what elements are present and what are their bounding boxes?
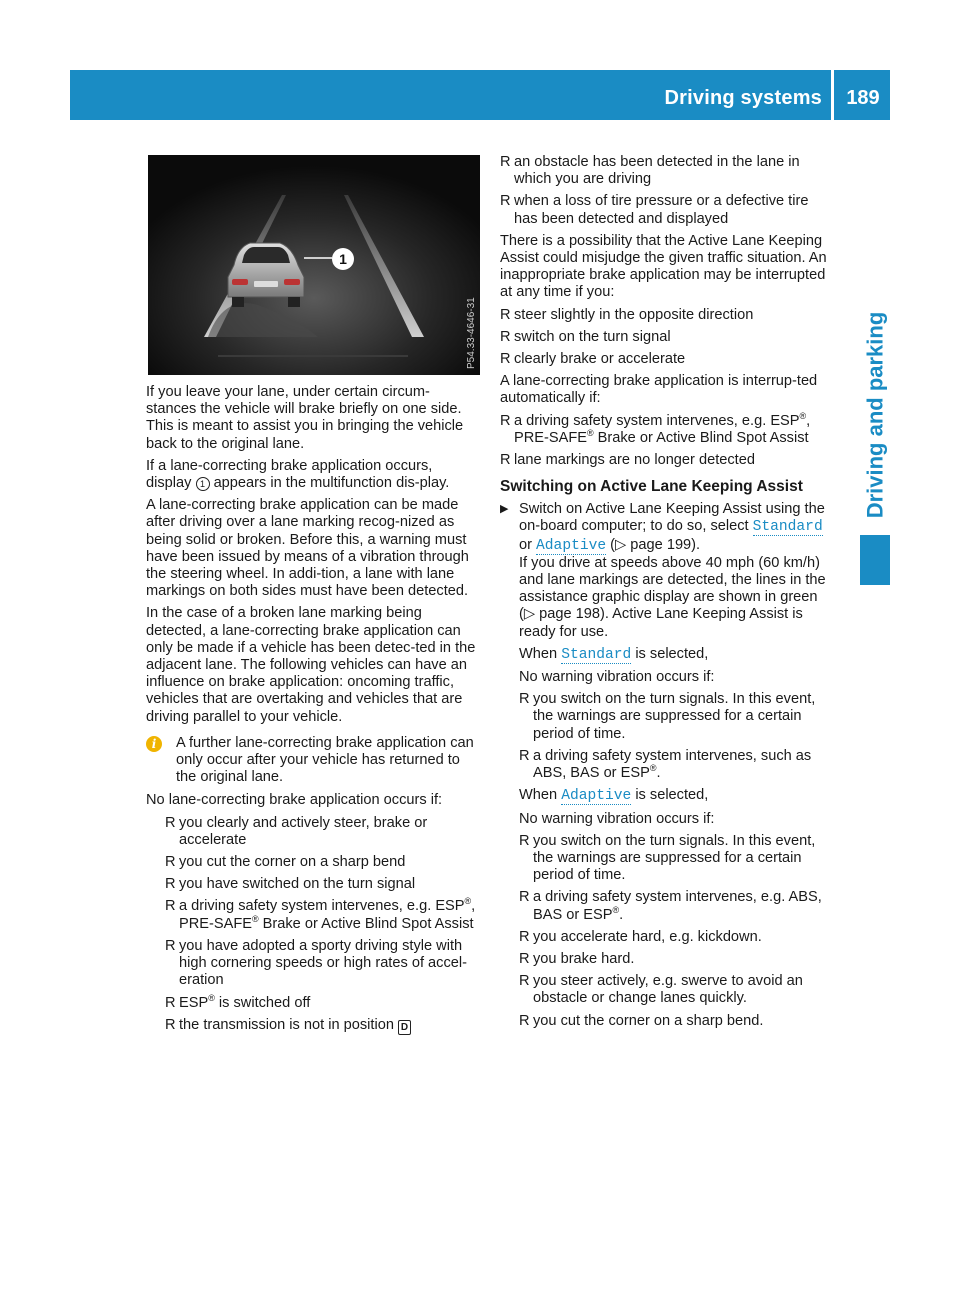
list-item: R you steer actively, e.g. swerve to avoid an obstacle or change lanes quickly. (519, 973, 803, 1007)
car-icon (228, 243, 304, 307)
list-item: R a driving safety system intervenes, e.g. ESP®, PRE-SAFE® Brake or Active Blind Spot Assist (500, 410, 811, 446)
list-item: R steer slightly in the opposite direction (500, 306, 754, 323)
list-item: R the transmission is not in position D (165, 1017, 480, 1035)
section-title: Driving systems (664, 87, 822, 109)
list-item: R when a loss of tire pressure or a defective tire has been detected and displayed (500, 193, 809, 227)
callout-number: 1 (339, 251, 347, 267)
paragraph: No warning vibration occurs if: (519, 669, 715, 686)
callout-reference: 1 (196, 477, 210, 491)
figure-code: P54.33-4646-31 (466, 297, 477, 369)
right-column (500, 154, 834, 1035)
step-arrow-icon: ▶ (500, 503, 509, 516)
paragraph: If a lane-correcting brake application occurs, display 1 appears in the multifunction dis-play. (146, 457, 450, 492)
list-item: R you switch on the turn signals. In this event, the warnings are suppressed for a certain period of time. (519, 832, 816, 884)
chapter-tab-label: Driving and parking (862, 311, 888, 519)
list-item: R lane markings are no longer detected (500, 452, 755, 469)
list-item: R you cut the corner on a sharp bend (165, 854, 406, 871)
paragraph: There is a possibility that the Active Lane Keeping Assist could misjudge the given traffic situation. An inappropriate brake application may be interrupted at any time if you: (500, 232, 827, 301)
paragraph: A lane-correcting brake application can be made after driving over a lane marking recog-nized as being solid or broken. Before this, a warning must have been issued by means of a vibration through the steering wheel. In addi-tion, a lane with lane markings on both sides must have been detected. (146, 497, 469, 600)
list-item: R switch on the turn signal (500, 328, 671, 345)
gear-d-icon: D (398, 1020, 411, 1035)
list-item: R you accelerate hard, e.g. kickdown. (519, 928, 762, 945)
list-item: R a driving safety system intervenes, e.g. ABS, BAS or ESP®. (519, 889, 822, 923)
menu-standard: Standard (561, 646, 632, 663)
paragraph: When Standard is selected, (519, 645, 709, 663)
paragraph: If you leave your lane, under certain circum-stances the vehicle will brake briefly on one side. This is meant to assist you in bringing the vehicle back to the original lane. (146, 384, 464, 452)
page-number: 189 (846, 87, 880, 109)
list-item: R you have switched on the turn signal (165, 876, 416, 893)
info-icon: i (146, 736, 162, 752)
paragraph: No lane-correcting brake application occurs if: (146, 792, 443, 809)
menu-adaptive: Adaptive (536, 537, 607, 554)
list-item: R you have adopted a sporty driving style with high cornering speeds or high rates of accel-eration (165, 937, 467, 989)
list-item: R clearly brake or accelerate (500, 351, 686, 368)
paragraph: No warning vibration occurs if: (519, 810, 715, 827)
paragraph: If you drive at speeds above 40 mph (60 km/h) and lane markings are detected, the lines in the assistance graphic display are shown in green (▷ page 198). Active Lane Keeping Assist is ready for use. (519, 554, 826, 640)
chapter-tab-marker (860, 535, 890, 585)
chapter-tab (860, 300, 890, 530)
list-item: R ESP® is switched off (165, 992, 311, 1011)
paragraph: A lane-correcting brake application is interrup-ted automatically if: (500, 373, 818, 407)
list-item: R you cut the corner on a sharp bend. (519, 1012, 764, 1029)
menu-standard: Standard (752, 519, 823, 536)
list-item: R an obstacle has been detected in the lane in which you are driving (500, 154, 800, 188)
page-reference: (▷ page 199). (610, 536, 701, 553)
paragraph: In the case of a broken lane marking being detected, a lane-correcting brake application can only be made if a vehicle has been detec-ted in the adjacent lane. The following vehicles can have an influence on brake application: oncoming traffic, vehicles that are overtaking and vehicles that are driving parallel to your vehicle. (146, 605, 476, 725)
instruction-step: ▶ Switch on Active Lane Keeping Assist using the on-board computer; to do so, select Standard or Adaptive (▷ page 199). If you drive at speeds above 40 mph (60 km/h) and lane markings are detected, the lines in the assistance graphic display are shown in green (▷ page 198). Active Lane Keeping Assist is ready for use. When Standard is selected, No warning vibration occurs if: R you switch on the turn signals. In this event, the warnings are suppressed for a certain period of time. R a driving safety system intervenes, such as ABS, BAS or ESP®. When Adaptive is selected, No warning vibration occurs if: R you switch on the turn signals. In this event, the warnings are suppressed for a certain period of time. R a driving safety system intervenes, e.g. ABS, BAS or ESP®. R you accelerate hard, e.g. kickdown. R you brake hard. R you steer actively, e.g. swerve to avoid an obstacle or change lanes quickly. R you cut the corner on a sharp bend. (500, 501, 834, 1029)
bullet-list (146, 815, 480, 1035)
car-lane-graphic (148, 155, 480, 375)
section-heading: Switching on Active Lane Keeping Assist (500, 478, 803, 496)
list-item: R you brake hard. (519, 950, 635, 967)
list-item: R a driving safety system intervenes, e.g. ESP®, PRE-SAFE® Brake or Active Blind Spot Assist (165, 896, 476, 932)
header-divider (831, 70, 834, 120)
menu-adaptive: Adaptive (561, 788, 632, 805)
list-item: R a driving safety system intervenes, such as ABS, BAS or ESP®. (519, 747, 812, 782)
lane-keeping-illustration (148, 155, 480, 375)
list-item: R you clearly and actively steer, brake or accelerate (165, 814, 428, 848)
paragraph: When Adaptive is selected, (519, 787, 709, 805)
left-column (146, 384, 480, 1040)
list-item: R you switch on the turn signals. In this event, the warnings are suppressed for a certain period of time. (519, 691, 816, 742)
page-header (70, 70, 890, 120)
info-note: i A further lane-correcting brake application can only occur after your vehicle has returned to the original lane. (146, 735, 480, 787)
